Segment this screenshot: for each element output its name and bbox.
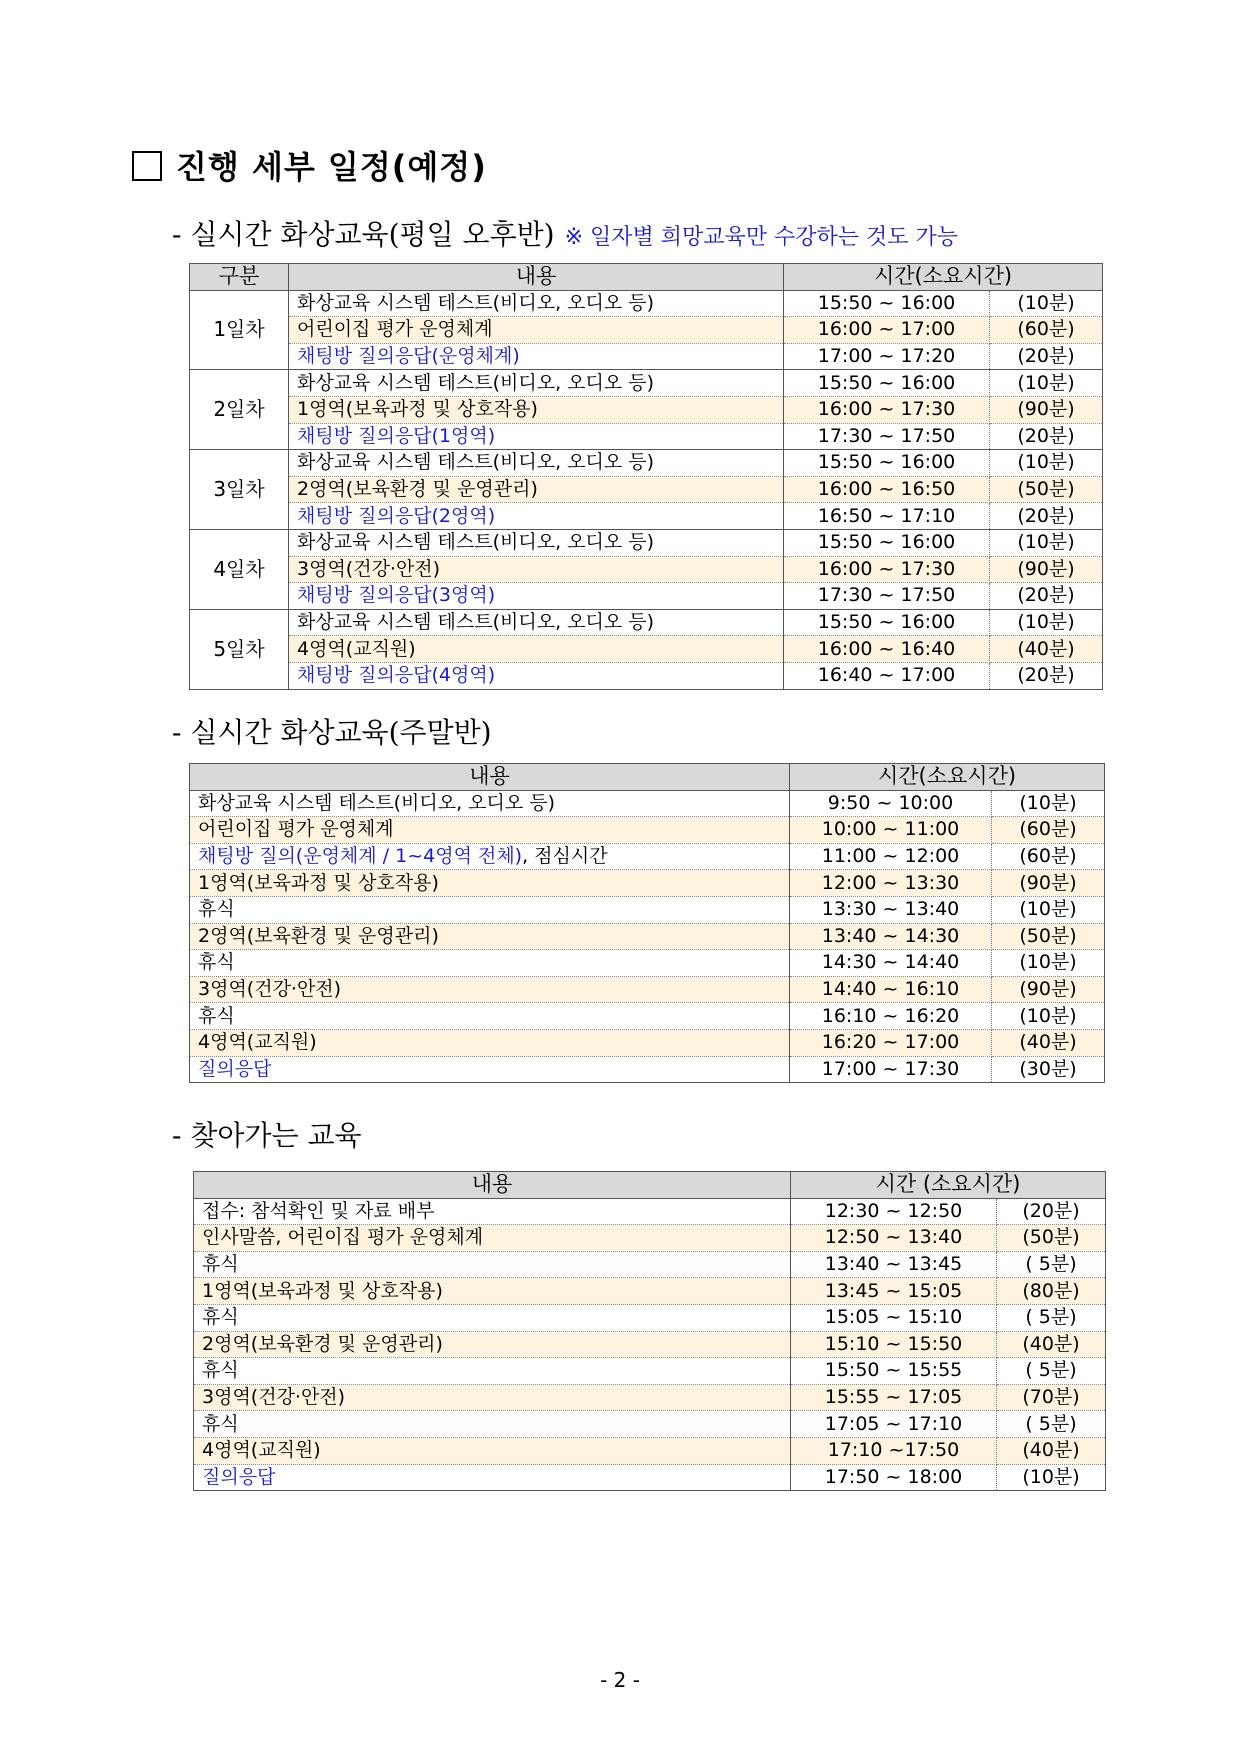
session-duration: (40분) — [997, 1437, 1106, 1464]
table-row — [190, 290, 1103, 317]
header-time: 시간(소요시간) — [784, 264, 1103, 291]
session-duration: (40분) — [992, 1029, 1105, 1056]
session-time: 12:50 ~ 13:40 — [791, 1225, 997, 1252]
session-content — [190, 976, 790, 1003]
table-row — [190, 896, 1105, 923]
session-time: 17:00 ~ 17:20 — [784, 343, 990, 370]
table-row — [190, 1003, 1105, 1030]
session-time: 9:50 ~ 10:00 — [790, 790, 992, 817]
table-row — [190, 529, 1103, 556]
session-duration: (90분) — [992, 976, 1105, 1003]
session-content: 1영역(보육과정 및 상호작용) — [289, 396, 784, 423]
header-category: 구분 — [190, 264, 289, 291]
table-row — [190, 396, 1103, 423]
session-content — [190, 817, 790, 844]
visiting-section-heading: - 찾아가는 교육 — [172, 1119, 362, 1152]
session-time: 15:50 ~ 16:00 — [784, 609, 990, 636]
table-row — [194, 1411, 1106, 1438]
session-content: 채팅방 질의응답(1영역) — [289, 423, 784, 450]
session-content-text: 2영역(보육환경 및 운영관리) — [202, 1332, 443, 1355]
session-content-text: 3영역(건강·안전) — [202, 1386, 346, 1409]
session-content-text: 질의응답 — [202, 1465, 276, 1488]
session-duration: (90분) — [990, 556, 1103, 583]
page-title-text: 진행 세부 일정(예정) — [176, 148, 487, 186]
session-content: 2영역(보육환경 및 운영관리) — [289, 476, 784, 503]
weekend-schedule-table — [189, 763, 1105, 1083]
session-time: 16:00 ~ 17:30 — [784, 556, 990, 583]
session-time: 16:00 ~ 16:50 — [784, 476, 990, 503]
day-label: 3일차 — [190, 450, 289, 530]
session-content-text: 인사말씀, 어린이집 평가 운영체계 — [202, 1226, 484, 1249]
table-row — [190, 636, 1103, 663]
table-header-row — [190, 764, 1105, 791]
table-row — [194, 1225, 1106, 1252]
session-time: 15:50 ~ 16:00 — [784, 450, 990, 477]
table-row — [190, 976, 1105, 1003]
session-content: 채팅방 질의응답(운영체계) — [289, 343, 784, 370]
session-content — [194, 1384, 791, 1411]
session-time: 16:20 ~ 17:00 — [790, 1029, 992, 1056]
session-content-text: 4영역(교직원) — [202, 1439, 321, 1462]
table-row — [194, 1384, 1106, 1411]
session-duration: ( 5분) — [997, 1411, 1106, 1438]
session-content — [194, 1358, 791, 1385]
session-duration: (20분) — [990, 423, 1103, 450]
session-time: 15:50 ~ 16:00 — [784, 370, 990, 397]
session-time: 17:05 ~ 17:10 — [791, 1411, 997, 1438]
session-content — [194, 1437, 791, 1464]
session-time: 16:00 ~ 17:30 — [784, 396, 990, 423]
table-row — [190, 343, 1103, 370]
session-duration: (40분) — [990, 636, 1103, 663]
session-time: 13:30 ~ 13:40 — [790, 896, 992, 923]
table-row — [190, 450, 1103, 477]
day-label: 4일차 — [190, 529, 289, 609]
table-row — [190, 476, 1103, 503]
weekday-heading-text: - 실시간 화상교육(평일 오후반) — [172, 218, 555, 251]
table-row — [190, 843, 1105, 870]
session-duration: (80분) — [997, 1278, 1106, 1305]
session-duration: (50분) — [992, 923, 1105, 950]
session-time: 15:50 ~ 15:55 — [791, 1358, 997, 1385]
session-time: 15:10 ~ 15:50 — [791, 1331, 997, 1358]
session-content-text: 접수: 참석확인 및 자료 배부 — [202, 1199, 435, 1222]
session-content-text: 휴식 — [198, 951, 235, 974]
table-row — [190, 870, 1105, 897]
session-time: 13:40 ~ 14:30 — [790, 923, 992, 950]
session-content-text: 휴식 — [202, 1359, 239, 1382]
session-content: 채팅방 질의응답(3영역) — [289, 583, 784, 610]
session-duration: (50분) — [997, 1225, 1106, 1252]
session-time: 10:00 ~ 11:00 — [790, 817, 992, 844]
session-duration: ( 5분) — [997, 1251, 1106, 1278]
session-time: 16:00 ~ 17:00 — [784, 317, 990, 344]
session-time: 16:40 ~ 17:00 — [784, 662, 990, 689]
session-duration: (10분) — [990, 609, 1103, 636]
table-row — [190, 609, 1103, 636]
table-row — [190, 923, 1105, 950]
page-title — [132, 142, 487, 188]
session-content-text: 4영역(교직원) — [198, 1031, 317, 1054]
session-duration: (10분) — [992, 896, 1105, 923]
session-duration: (30분) — [992, 1056, 1105, 1083]
session-content: 화상교육 시스템 테스트(비디오, 오디오 등) — [289, 450, 784, 477]
table-row — [190, 370, 1103, 397]
session-content — [190, 896, 790, 923]
session-time: 16:10 ~ 16:20 — [790, 1003, 992, 1030]
table-row — [194, 1437, 1106, 1464]
session-content — [194, 1278, 791, 1305]
session-content-suffix: , 점심시간 — [522, 845, 608, 868]
session-content — [194, 1464, 791, 1491]
session-time: 14:30 ~ 14:40 — [790, 950, 992, 977]
checkbox-square-icon — [132, 151, 162, 181]
session-time: 15:50 ~ 16:00 — [784, 290, 990, 317]
day-label: 2일차 — [190, 370, 289, 450]
session-time: 11:00 ~ 12:00 — [790, 843, 992, 870]
session-content-text: 휴식 — [202, 1306, 239, 1329]
session-duration: (10분) — [990, 370, 1103, 397]
table-row — [194, 1198, 1106, 1225]
session-content — [190, 843, 790, 870]
header-content: 내용 — [194, 1172, 791, 1199]
session-content: 3영역(건강·안전) — [289, 556, 784, 583]
session-content: 4영역(교직원) — [289, 636, 784, 663]
table-row — [190, 662, 1103, 689]
session-duration: (20분) — [990, 583, 1103, 610]
header-content: 내용 — [190, 764, 790, 791]
table-row — [190, 950, 1105, 977]
session-content — [190, 1056, 790, 1083]
session-duration: (10분) — [992, 790, 1105, 817]
table-row — [190, 317, 1103, 344]
table-row — [190, 503, 1103, 530]
session-content-text: 질의응답 — [198, 1057, 272, 1080]
session-duration: (10분) — [992, 1003, 1105, 1030]
table-row — [194, 1331, 1106, 1358]
session-content-text: 채팅방 질의(운영체계 / 1~4영역 전체) — [198, 845, 523, 868]
session-duration: (70분) — [997, 1384, 1106, 1411]
table-row — [194, 1358, 1106, 1385]
header-time: 시간 (소요시간) — [791, 1172, 1106, 1199]
session-content-text: 1영역(보육과정 및 상호작용) — [198, 871, 439, 894]
session-duration: (10분) — [990, 450, 1103, 477]
session-content — [190, 790, 790, 817]
session-duration: (10분) — [990, 290, 1103, 317]
table-row — [190, 817, 1105, 844]
session-duration: (10분) — [990, 529, 1103, 556]
table-row — [190, 423, 1103, 450]
session-duration: ( 5분) — [997, 1358, 1106, 1385]
session-time: 12:00 ~ 13:30 — [790, 870, 992, 897]
session-content-text: 화상교육 시스템 테스트(비디오, 오디오 등) — [198, 791, 556, 814]
table-row — [190, 556, 1103, 583]
session-content — [190, 1029, 790, 1056]
page-number: - 2 - — [600, 1668, 640, 1692]
session-duration: (60분) — [992, 843, 1105, 870]
table-header-row — [194, 1172, 1106, 1199]
session-content — [194, 1304, 791, 1331]
session-duration: (20분) — [997, 1198, 1106, 1225]
session-time: 14:40 ~ 16:10 — [790, 976, 992, 1003]
session-duration: (40분) — [997, 1331, 1106, 1358]
session-time: 17:30 ~ 17:50 — [784, 583, 990, 610]
session-time: 15:50 ~ 16:00 — [784, 529, 990, 556]
session-content-text: 휴식 — [198, 1004, 235, 1027]
session-content: 어린이집 평가 운영체계 — [289, 317, 784, 344]
session-duration: (20분) — [990, 503, 1103, 530]
weekday-note: ※ 일자별 희망교육만 수강하는 것도 가능 — [564, 225, 959, 250]
session-content-text: 휴식 — [202, 1412, 239, 1435]
weekend-section-heading: - 실시간 화상교육(주말반) — [172, 716, 492, 749]
session-time: 13:40 ~ 13:45 — [791, 1251, 997, 1278]
table-row — [190, 790, 1105, 817]
session-content-text: 휴식 — [202, 1253, 239, 1276]
session-content-text: 1영역(보육과정 및 상호작용) — [202, 1279, 443, 1302]
session-content-text: 어린이집 평가 운영체계 — [198, 818, 394, 841]
session-content — [194, 1225, 791, 1252]
session-content: 채팅방 질의응답(2영역) — [289, 503, 784, 530]
header-content: 내용 — [289, 264, 784, 291]
session-content — [194, 1331, 791, 1358]
table-row — [190, 583, 1103, 610]
table-row — [194, 1464, 1106, 1491]
visiting-schedule-table — [193, 1171, 1106, 1491]
day-label: 1일차 — [190, 290, 289, 370]
session-duration: ( 5분) — [997, 1304, 1106, 1331]
session-duration: (10분) — [997, 1464, 1106, 1491]
table-row — [194, 1251, 1106, 1278]
session-time: 17:00 ~ 17:30 — [790, 1056, 992, 1083]
session-content-text: 휴식 — [198, 898, 235, 921]
session-content-text: 3영역(건강·안전) — [198, 978, 342, 1001]
table-row — [194, 1278, 1106, 1305]
session-duration: (90분) — [990, 396, 1103, 423]
session-duration: (10분) — [992, 950, 1105, 977]
session-time: 16:00 ~ 16:40 — [784, 636, 990, 663]
session-time: 17:30 ~ 17:50 — [784, 423, 990, 450]
session-content-text: 2영역(보육환경 및 운영관리) — [198, 924, 439, 947]
session-time: 16:50 ~ 17:10 — [784, 503, 990, 530]
session-content — [190, 923, 790, 950]
session-content: 화상교육 시스템 테스트(비디오, 오디오 등) — [289, 370, 784, 397]
session-content: 채팅방 질의응답(4영역) — [289, 662, 784, 689]
table-row — [190, 1056, 1105, 1083]
session-content — [190, 870, 790, 897]
session-content: 화상교육 시스템 테스트(비디오, 오디오 등) — [289, 290, 784, 317]
session-time: 12:30 ~ 12:50 — [791, 1198, 997, 1225]
session-duration: (50분) — [990, 476, 1103, 503]
session-content: 화상교육 시스템 테스트(비디오, 오디오 등) — [289, 529, 784, 556]
session-time: 13:45 ~ 15:05 — [791, 1278, 997, 1305]
session-time: 15:55 ~ 17:05 — [791, 1384, 997, 1411]
session-duration: (60분) — [990, 317, 1103, 344]
weekday-section-heading — [172, 213, 958, 253]
day-label: 5일차 — [190, 609, 289, 689]
session-time: 17:50 ~ 18:00 — [791, 1464, 997, 1491]
session-time: 17:10 ~17:50 — [791, 1437, 997, 1464]
weekday-schedule-table — [189, 263, 1103, 690]
session-content: 화상교육 시스템 테스트(비디오, 오디오 등) — [289, 609, 784, 636]
session-content — [190, 950, 790, 977]
table-row — [190, 1029, 1105, 1056]
session-duration: (20분) — [990, 343, 1103, 370]
header-time: 시간(소요시간) — [790, 764, 1105, 791]
session-duration: (90분) — [992, 870, 1105, 897]
session-time: 15:05 ~ 15:10 — [791, 1304, 997, 1331]
session-duration: (60분) — [992, 817, 1105, 844]
session-content — [194, 1251, 791, 1278]
table-row — [194, 1304, 1106, 1331]
session-duration: (20분) — [990, 662, 1103, 689]
table-header-row — [190, 264, 1103, 291]
session-content — [190, 1003, 790, 1030]
session-content — [194, 1411, 791, 1438]
session-content — [194, 1198, 791, 1225]
